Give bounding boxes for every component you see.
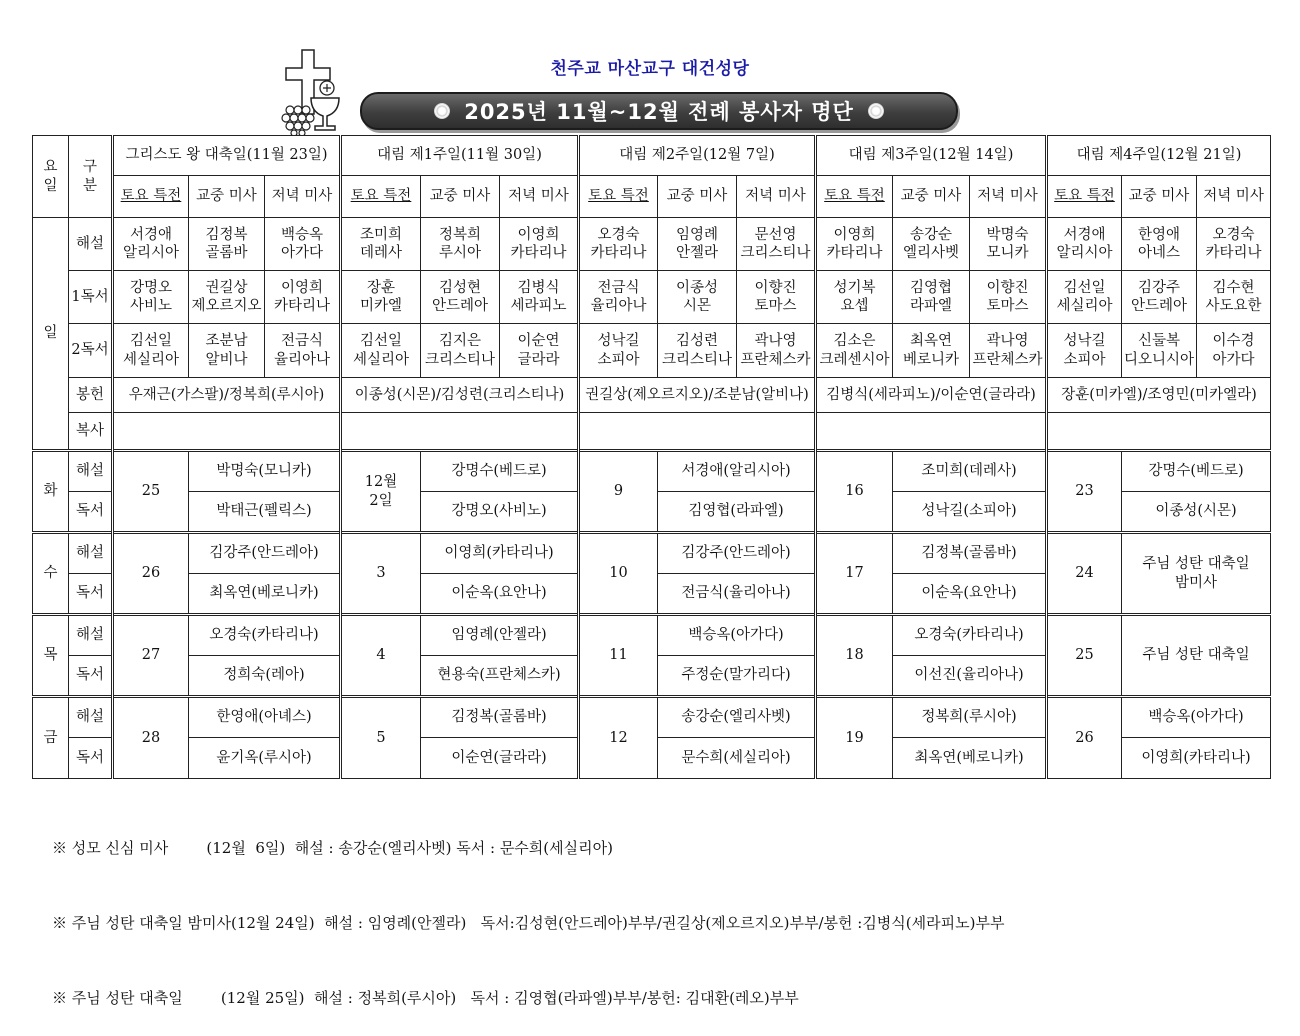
- volunteer-line1: 이영희: [280, 279, 324, 296]
- special-mass-line1: 주님 성탄 대축일: [1142, 556, 1250, 573]
- volunteer-cell: [500, 324, 579, 378]
- date-cell: 17: [816, 533, 893, 615]
- special-mass-cell: [1122, 533, 1271, 615]
- volunteer-line2: 요셉: [840, 298, 869, 314]
- volunteer-line2: 크리스티나: [661, 351, 733, 368]
- volunteer-line1: 서경애: [129, 226, 173, 243]
- volunteer-cell: [341, 271, 421, 324]
- volunteer-line1: 강명오: [129, 279, 173, 296]
- week-title: 그리스도 왕 대축일(11월 23일): [113, 136, 341, 176]
- page-title: 2025년 11월~12월 전례 봉사자 명단: [464, 100, 854, 124]
- volunteer-cell: [341, 218, 421, 271]
- sunday-row: [33, 378, 1271, 413]
- volunteer-line2: 사도요한: [1205, 298, 1262, 314]
- reader-cell: 이순연(글라라): [421, 738, 579, 779]
- volunteer-cell: [658, 218, 737, 271]
- role-label: 해설: [69, 451, 113, 492]
- weekday-row: [33, 451, 1271, 492]
- day-header: [33, 136, 69, 218]
- role-label: 독서: [69, 738, 113, 779]
- volunteer-cell: [893, 324, 970, 378]
- commentator-cell: 오경숙(카타리나): [893, 615, 1047, 656]
- merged-volunteer-cell: 장훈(미카엘)/조영민(미카엘라): [1047, 378, 1271, 413]
- volunteer-line1: 오경숙: [597, 226, 640, 243]
- date-cell: 27: [113, 615, 189, 697]
- volunteer-line2: 사비노: [129, 298, 173, 314]
- mass-type-header: [970, 176, 1047, 218]
- reader-cell: 이순옥(요안나): [893, 574, 1047, 615]
- mass-type-header: [893, 176, 970, 218]
- volunteer-line2: 엘리사벳: [902, 245, 960, 261]
- week-title: 대림 제4주일(12월 21일): [1047, 136, 1271, 176]
- date-cell: 23: [1047, 451, 1122, 533]
- volunteer-line1: 곽나영: [754, 333, 797, 350]
- commentator-cell: 조미희(데레사): [893, 451, 1047, 492]
- note-line: ※ 주님 성탄 대축일 (12월 25일) 해설 : 정복희(루시아) 독서 : 김영협(라파엘)부부/봉헌: 김대환(레오)부부: [52, 989, 799, 1007]
- volunteer-cell: [737, 271, 816, 324]
- mass-type-label: 교중 미사: [196, 188, 257, 205]
- commentator-cell: 박명숙(모니카): [189, 451, 341, 492]
- reader-cell: 주정순(말가리다): [658, 656, 816, 697]
- volunteer-cell: [816, 271, 893, 324]
- date-cell: 19: [816, 697, 893, 779]
- mass-type-label: 토요 특전: [824, 188, 885, 205]
- volunteer-line2: 아가다: [280, 245, 324, 261]
- role-label: 독서: [69, 492, 113, 533]
- volunteer-line2: 세실리아: [352, 351, 410, 368]
- mass-type-label: 토요 특전: [350, 188, 412, 205]
- reader-cell: 이영희(카타리나): [1122, 738, 1271, 779]
- merged-volunteer-cell: 김병식(세라피노)/이순연(글라라): [816, 378, 1047, 413]
- notes-section: [52, 786, 1004, 1036]
- note-line: ※ 주님 성탄 대축일 밤미사(12월 24일) 해설 : 임영례(안젤라) 독서:김성현(안드레아)부부/권길상(제오르지오)부부/봉헌 :김병식(세라피노)부부: [52, 914, 1005, 932]
- date-cell: 28: [113, 697, 189, 779]
- volunteer-line1: 성낙길: [597, 333, 640, 350]
- commentator-cell: 백승옥(아가다): [1122, 697, 1271, 738]
- volunteer-line2: 세실리아: [122, 351, 180, 368]
- role-label: 복사: [69, 413, 113, 451]
- volunteer-line2: 카타리나: [273, 298, 331, 314]
- volunteer-cell: [1047, 271, 1122, 324]
- volunteer-line2: 알리시아: [1056, 245, 1113, 261]
- commentator-cell: 이영희(카타리나): [421, 533, 579, 574]
- date-line2: 2일: [369, 492, 393, 509]
- volunteer-line1: 장훈: [366, 279, 395, 296]
- volunteer-cell: [816, 324, 893, 378]
- reader-cell: 김영협(라파엘): [658, 492, 816, 533]
- volunteer-line2: 디오니시아: [1123, 351, 1195, 368]
- volunteer-line2: 세실리아: [1056, 298, 1113, 314]
- reader-cell: 이순옥(요안나): [421, 574, 579, 615]
- volunteer-line2: 안젤라: [675, 245, 719, 261]
- volunteer-line2: 크리스티나: [740, 245, 811, 261]
- mass-type-label: 토요 특전: [1054, 188, 1115, 205]
- mass-type-label: 저녁 미사: [508, 188, 569, 205]
- volunteer-cell: [1197, 324, 1271, 378]
- reader-cell: 강명오(사비노): [421, 492, 579, 533]
- volunteer-cell: [579, 218, 658, 271]
- mass-type-header: [1047, 176, 1122, 218]
- volunteer-line1: 김성련: [675, 333, 719, 350]
- commentator-cell: 정복희(루시아): [893, 697, 1047, 738]
- day-cell: 목: [33, 615, 69, 697]
- volunteer-cell: [1197, 218, 1271, 271]
- volunteer-line1: 김선일: [129, 333, 173, 350]
- volunteer-line1: 이향진: [754, 279, 797, 296]
- volunteer-line2: 미카엘: [359, 298, 403, 314]
- day-cell: 수: [33, 533, 69, 615]
- special-mass-line1: 주님 성탄 대축일: [1142, 647, 1250, 664]
- note-line: ※ 성모 신심 미사 (12월 6일) 해설 : 송강순(엘리사벳) 독서 : 문수희(세실리아): [52, 839, 613, 857]
- role-label: 독서: [69, 574, 113, 615]
- reader-cell: 전금식(율리아나): [658, 574, 816, 615]
- mass-type-header: [265, 176, 341, 218]
- mass-type-header: [1197, 176, 1271, 218]
- volunteer-line2: 모니카: [986, 245, 1029, 261]
- mass-type-header: [113, 176, 189, 218]
- date-cell: 5: [341, 697, 421, 779]
- volunteer-cell: [737, 324, 816, 378]
- volunteer-line2: 율리아나: [273, 351, 331, 368]
- volunteer-line1: 김성현: [438, 279, 482, 296]
- volunteer-line1: 전금식: [280, 333, 324, 350]
- merged-volunteer-cell: [113, 413, 341, 451]
- day-header-line1: 요: [43, 159, 58, 176]
- mass-type-header: [737, 176, 816, 218]
- date-cell: 9: [579, 451, 658, 533]
- day-cell: 금: [33, 697, 69, 779]
- volunteer-line2: 카타리나: [826, 245, 883, 261]
- volunteer-cell: [500, 271, 579, 324]
- reader-cell: 윤기옥(루시아): [189, 738, 341, 779]
- commentator-cell: 백승옥(아가다): [658, 615, 816, 656]
- weekday-row: [33, 615, 1271, 656]
- commentator-cell: 오경숙(카타리나): [189, 615, 341, 656]
- role-label: 독서: [69, 656, 113, 697]
- reader-cell: 최옥연(베로니카): [893, 738, 1047, 779]
- mass-type-label: 저녁 미사: [977, 188, 1038, 205]
- date-cell: 25: [113, 451, 189, 533]
- commentator-cell: 한영애(아녜스): [189, 697, 341, 738]
- role-label: 2독서: [69, 324, 113, 378]
- mass-type-header: [816, 176, 893, 218]
- date-cell: 4: [341, 615, 421, 697]
- mass-type-header: [189, 176, 265, 218]
- volunteer-line2: 글라라: [517, 351, 560, 368]
- date-cell: 24: [1047, 533, 1122, 615]
- volunteer-cell: [265, 324, 341, 378]
- volunteer-line2: 알비나: [205, 351, 248, 368]
- volunteer-line1: 김강주: [1137, 279, 1181, 296]
- mass-type-label: 교중 미사: [666, 188, 728, 205]
- volunteer-cell: [265, 271, 341, 324]
- volunteer-line1: 이수경: [1212, 333, 1255, 350]
- volunteer-line2: 카타리나: [1205, 245, 1262, 261]
- volunteer-line2: 율리아나: [590, 298, 647, 314]
- day-cell-sunday: 일: [33, 218, 69, 451]
- mass-type-label: 교중 미사: [900, 188, 962, 205]
- sunburst-icon: [868, 103, 884, 119]
- merged-volunteer-cell: [816, 413, 1047, 451]
- volunteer-cell: [189, 271, 265, 324]
- day-cell: 화: [33, 451, 69, 533]
- role-label: 해설: [69, 697, 113, 738]
- volunteer-line2: 알리시아: [122, 245, 180, 261]
- merged-volunteer-cell: 이종성(시몬)/김성련(크리스티나): [341, 378, 579, 413]
- volunteer-cell: [970, 271, 1047, 324]
- mass-type-header: [500, 176, 579, 218]
- special-mass-line2: 밤미사: [1175, 574, 1218, 591]
- volunteer-cell: [579, 271, 658, 324]
- date-cell: 12: [579, 697, 658, 779]
- volunteer-cell: [1122, 271, 1197, 324]
- mass-type-label: 토요 특전: [588, 188, 649, 205]
- volunteer-cell: [341, 324, 421, 378]
- volunteer-cell: [1047, 218, 1122, 271]
- volunteer-cell: [970, 218, 1047, 271]
- volunteer-line1: 정복희: [438, 226, 482, 243]
- volunteer-line2: 토마스: [754, 298, 797, 314]
- volunteer-cell: [113, 218, 189, 271]
- volunteer-line1: 한영애: [1137, 226, 1181, 243]
- mass-type-label: 저녁 미사: [271, 188, 333, 205]
- volunteer-line2: 안드레아: [1130, 298, 1188, 314]
- mass-type-header: [341, 176, 421, 218]
- volunteer-line2: 세라피노: [510, 298, 567, 314]
- reader-cell: 성낙길(소피아): [893, 492, 1047, 533]
- volunteer-cell: [189, 218, 265, 271]
- volunteer-cell: [970, 324, 1047, 378]
- volunteer-line2: 베로니카: [902, 351, 960, 368]
- commentator-cell: 김정복(골롬바): [893, 533, 1047, 574]
- volunteer-line2: 제오르지오: [191, 298, 262, 314]
- week-title: 대림 제2주일(12월 7일): [579, 136, 816, 176]
- volunteer-line2: 아네스: [1137, 245, 1181, 261]
- parish-name: 천주교 마산교구 대건성당: [550, 59, 750, 79]
- volunteer-cell: [737, 218, 816, 271]
- volunteer-line1: 김수현: [1212, 279, 1255, 296]
- volunteer-cell: [421, 324, 500, 378]
- date-cell: 26: [1047, 697, 1122, 779]
- volunteer-line1: 김선일: [359, 333, 403, 350]
- volunteer-line1: 권길상: [205, 279, 248, 296]
- volunteer-cell: [189, 324, 265, 378]
- volunteer-line2: 카타리나: [590, 245, 647, 261]
- volunteer-cell: [579, 324, 658, 378]
- volunteer-cell: [1197, 271, 1271, 324]
- merged-volunteer-cell: [579, 413, 816, 451]
- volunteer-line1: 전금식: [597, 279, 640, 296]
- reader-cell: 정희숙(레아): [189, 656, 341, 697]
- volunteer-line1: 김소은: [833, 333, 876, 350]
- volunteer-line1: 문선영: [754, 226, 797, 243]
- volunteer-line2: 라파엘: [909, 298, 953, 314]
- sunburst-icon: [434, 103, 450, 119]
- schedule-table: [32, 135, 1271, 779]
- volunteer-line2: 아가다: [1212, 351, 1255, 368]
- volunteer-line1: 조분남: [205, 333, 248, 350]
- date-cell: 16: [816, 451, 893, 533]
- volunteer-line1: 조미희: [359, 226, 403, 243]
- sunday-row: [33, 413, 1271, 451]
- volunteer-line2: 루시아: [438, 245, 482, 261]
- mass-type-label: 교중 미사: [429, 188, 491, 205]
- volunteer-cell: [1047, 324, 1122, 378]
- sunday-row: [33, 271, 1271, 324]
- volunteer-cell: [500, 218, 579, 271]
- volunteer-line2: 안드레아: [431, 298, 489, 314]
- reader-cell: 이선진(율리아나): [893, 656, 1047, 697]
- mass-type-header: [658, 176, 737, 218]
- volunteer-line1: 이영희: [517, 226, 560, 243]
- reader-cell: 이종성(시몬): [1122, 492, 1271, 533]
- volunteer-cell: [893, 218, 970, 271]
- volunteer-cell: [658, 324, 737, 378]
- commentator-cell: 강명수(베드로): [421, 451, 579, 492]
- special-mass-cell: [1122, 615, 1271, 697]
- volunteer-cell: [893, 271, 970, 324]
- volunteer-line2: 카타리나: [510, 245, 567, 261]
- volunteer-line1: 송강순: [909, 226, 953, 243]
- volunteer-line2: 크리스티나: [424, 351, 496, 368]
- date-cell: 18: [816, 615, 893, 697]
- reader-cell: 문수희(세실리아): [658, 738, 816, 779]
- role-label: 봉헌: [69, 378, 113, 413]
- volunteer-line1: 성기복: [833, 279, 876, 296]
- reader-cell: 박태근(펠릭스): [189, 492, 341, 533]
- volunteer-line1: 최옥연: [909, 333, 953, 350]
- volunteer-cell: [113, 271, 189, 324]
- volunteer-line2: 토마스: [986, 298, 1029, 314]
- merged-volunteer-cell: 우재근(가스팔)/정복희(루시아): [113, 378, 341, 413]
- volunteer-line1: 성낙길: [1063, 333, 1106, 350]
- date-cell: 26: [113, 533, 189, 615]
- week-title: 대림 제1주일(11월 30일): [341, 136, 579, 176]
- volunteer-line2: 크레센시아: [819, 351, 890, 368]
- volunteer-line2: 프란체스카: [740, 351, 811, 368]
- commentator-cell: 강명수(베드로): [1122, 451, 1271, 492]
- commentator-cell: 서경애(알리시아): [658, 451, 816, 492]
- mass-type-label: 저녁 미사: [1203, 188, 1264, 205]
- mass-type-label: 토요 특전: [120, 188, 182, 205]
- volunteer-line1: 서경애: [1063, 226, 1106, 243]
- mass-type-header: [421, 176, 500, 218]
- reader-cell: 최옥연(베로니카): [189, 574, 341, 615]
- merged-volunteer-cell: 권길상(제오르지오)/조분남(알비나): [579, 378, 816, 413]
- week-header-row: [33, 136, 1271, 176]
- volunteer-line1: 이영희: [833, 226, 876, 243]
- volunteer-line1: 오경숙: [1212, 226, 1255, 243]
- volunteer-line1: 곽나영: [986, 333, 1029, 350]
- volunteer-cell: [816, 218, 893, 271]
- commentator-cell: 김정복(골롬바): [421, 697, 579, 738]
- title-banner: [360, 92, 958, 130]
- day-header-line2: 일: [43, 177, 58, 194]
- category-header-line2: 분: [82, 177, 97, 194]
- sunday-row: [33, 324, 1271, 378]
- role-label: 해설: [69, 615, 113, 656]
- category-header: [69, 136, 113, 218]
- volunteer-line1: 박명숙: [986, 226, 1029, 243]
- volunteer-line1: 백승옥: [280, 226, 324, 243]
- role-label: 해설: [69, 533, 113, 574]
- volunteer-line1: 이순연: [517, 333, 560, 350]
- volunteer-cell: [658, 271, 737, 324]
- volunteer-line2: 소피아: [1063, 351, 1106, 368]
- volunteer-line1: 김지은: [438, 333, 482, 350]
- mass-type-label: 교중 미사: [1128, 188, 1190, 205]
- commentator-cell: 임영례(안젤라): [421, 615, 579, 656]
- date-line1: 12월: [364, 474, 398, 491]
- weekday-row: [33, 697, 1271, 738]
- date-cell: 10: [579, 533, 658, 615]
- volunteer-line2: 프란체스카: [972, 351, 1043, 368]
- volunteer-cell: [1122, 324, 1197, 378]
- cross-chalice-grapes-icon: [280, 48, 355, 136]
- mass-type-header: [579, 176, 658, 218]
- date-cell: 3: [341, 533, 421, 615]
- volunteer-line1: 임영례: [675, 226, 719, 243]
- date-cell: 25: [1047, 615, 1122, 697]
- role-label: 해설: [69, 218, 113, 271]
- volunteer-line1: 김정복: [205, 226, 248, 243]
- volunteer-line2: 시몬: [682, 298, 711, 314]
- mass-type-row: [33, 176, 1271, 218]
- date-cell: 11: [579, 615, 658, 697]
- volunteer-line2: 골롬바: [205, 245, 248, 261]
- volunteer-line1: 김병식: [517, 279, 560, 296]
- merged-volunteer-cell: [341, 413, 579, 451]
- volunteer-line1: 김선일: [1063, 279, 1106, 296]
- commentator-cell: 김강주(안드레아): [189, 533, 341, 574]
- commentator-cell: 송강순(엘리사벳): [658, 697, 816, 738]
- role-label: 1독서: [69, 271, 113, 324]
- volunteer-line1: 신둘복: [1137, 333, 1181, 350]
- volunteer-cell: [421, 218, 500, 271]
- volunteer-line1: 김영협: [909, 279, 953, 296]
- volunteer-cell: [421, 271, 500, 324]
- reader-cell: 현용숙(프란체스카): [421, 656, 579, 697]
- mass-type-label: 저녁 미사: [745, 188, 806, 205]
- sunday-row: [33, 218, 1271, 271]
- category-header-line1: 구: [82, 159, 97, 176]
- commentator-cell: 김강주(안드레아): [658, 533, 816, 574]
- week-title: 대림 제3주일(12월 14일): [816, 136, 1047, 176]
- volunteer-line2: 소피아: [597, 351, 640, 368]
- weekday-row: [33, 533, 1271, 574]
- volunteer-cell: [1122, 218, 1197, 271]
- date-cell: [341, 451, 421, 533]
- volunteer-line1: 이종성: [675, 279, 719, 296]
- volunteer-cell: [265, 218, 341, 271]
- volunteer-line1: 이향진: [986, 279, 1029, 296]
- mass-type-header: [1122, 176, 1197, 218]
- volunteer-cell: [113, 324, 189, 378]
- volunteer-line2: 데레사: [359, 245, 403, 261]
- merged-volunteer-cell: [1047, 413, 1271, 451]
